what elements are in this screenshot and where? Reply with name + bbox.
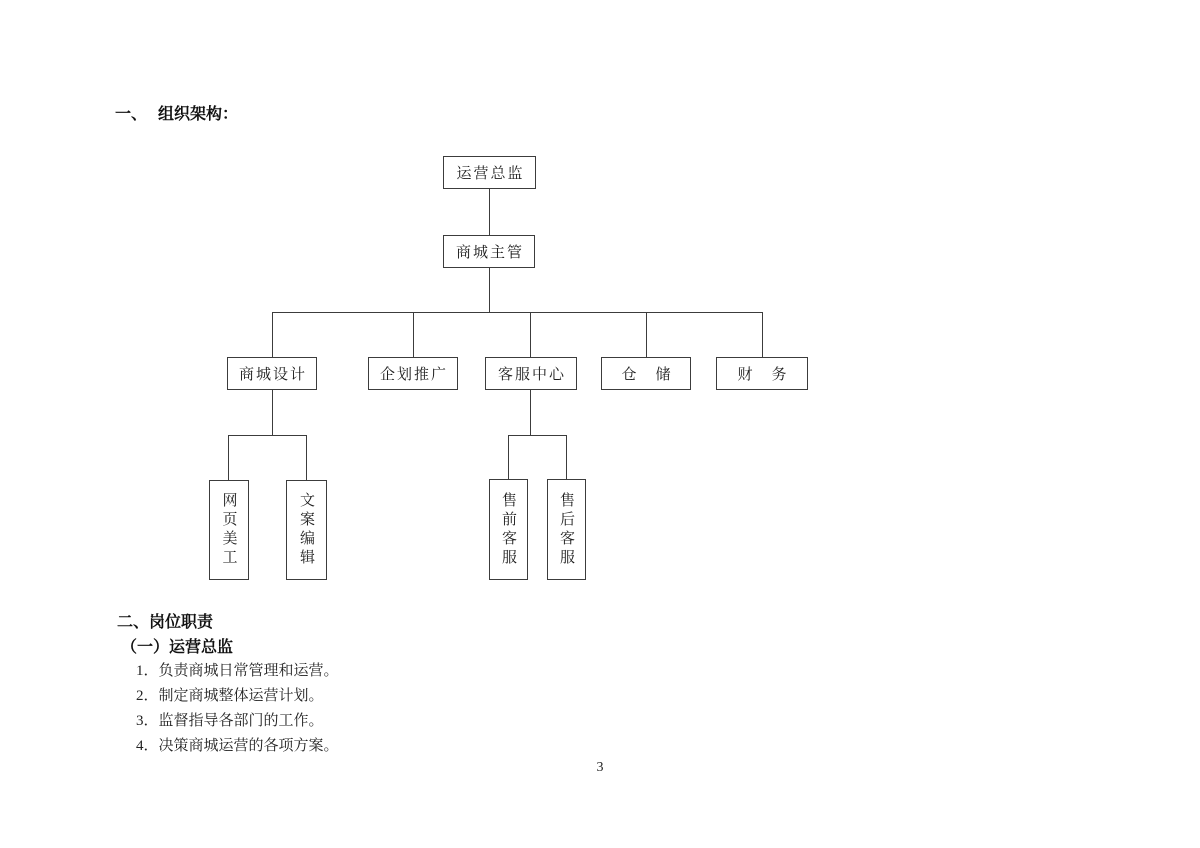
section-two-subheading: （一）运营总监 bbox=[121, 639, 234, 656]
org-node-copy-editing: 文案编辑 bbox=[286, 480, 327, 580]
duty-list bbox=[136, 659, 339, 759]
connector-design-bus bbox=[228, 435, 307, 436]
org-node-mall-design: 商城设计 bbox=[227, 357, 317, 390]
duty-item-3: 3．监督指导各部门的工作。 bbox=[136, 713, 324, 729]
section-one-numeral: 一、 bbox=[115, 106, 148, 123]
duty-item-4: 4．决策商城运营的各项方案。 bbox=[136, 738, 339, 754]
section-one-title: 组织架构： bbox=[158, 106, 239, 123]
connector-level3-bus bbox=[272, 312, 763, 313]
connector-drop-service bbox=[530, 312, 531, 357]
connector-drop-design bbox=[272, 312, 273, 357]
org-node-ceo: 运营总监 bbox=[443, 156, 536, 189]
org-node-planning-promo: 企划推广 bbox=[368, 357, 458, 390]
connector-drop-planning bbox=[413, 312, 414, 357]
page-number: 3 bbox=[596, 760, 604, 775]
org-node-web-design: 网页美工 bbox=[209, 480, 249, 580]
connector-drop-copy-editing bbox=[306, 435, 307, 480]
org-node-service-center: 客服中心 bbox=[485, 357, 577, 390]
section-one-heading bbox=[115, 101, 238, 124]
connector-drop-presale bbox=[508, 435, 509, 479]
duty-item-2: 2．制定商城整体运营计划。 bbox=[136, 688, 324, 704]
connector-drop-warehouse bbox=[646, 312, 647, 357]
connector-drop-finance bbox=[762, 312, 763, 357]
connector-service-down bbox=[530, 389, 531, 435]
connector-service-bus bbox=[508, 435, 567, 436]
section-two-heading: 二、岗位职责 bbox=[117, 614, 214, 631]
org-node-presale-service: 售前客服 bbox=[489, 479, 528, 580]
connector-ceo-to-manager bbox=[489, 189, 490, 235]
connector-manager-down bbox=[489, 268, 490, 313]
org-node-finance: 财 务 bbox=[716, 357, 808, 390]
connector-drop-aftersale bbox=[566, 435, 567, 479]
org-node-mall-manager: 商城主管 bbox=[443, 235, 535, 268]
duty-item-1: 1．负责商城日常管理和运营。 bbox=[136, 663, 339, 679]
connector-design-down bbox=[272, 390, 273, 435]
org-node-warehouse: 仓 储 bbox=[601, 357, 691, 390]
connector-drop-web-design bbox=[228, 435, 229, 480]
org-node-aftersale-service: 售后客服 bbox=[547, 479, 586, 580]
